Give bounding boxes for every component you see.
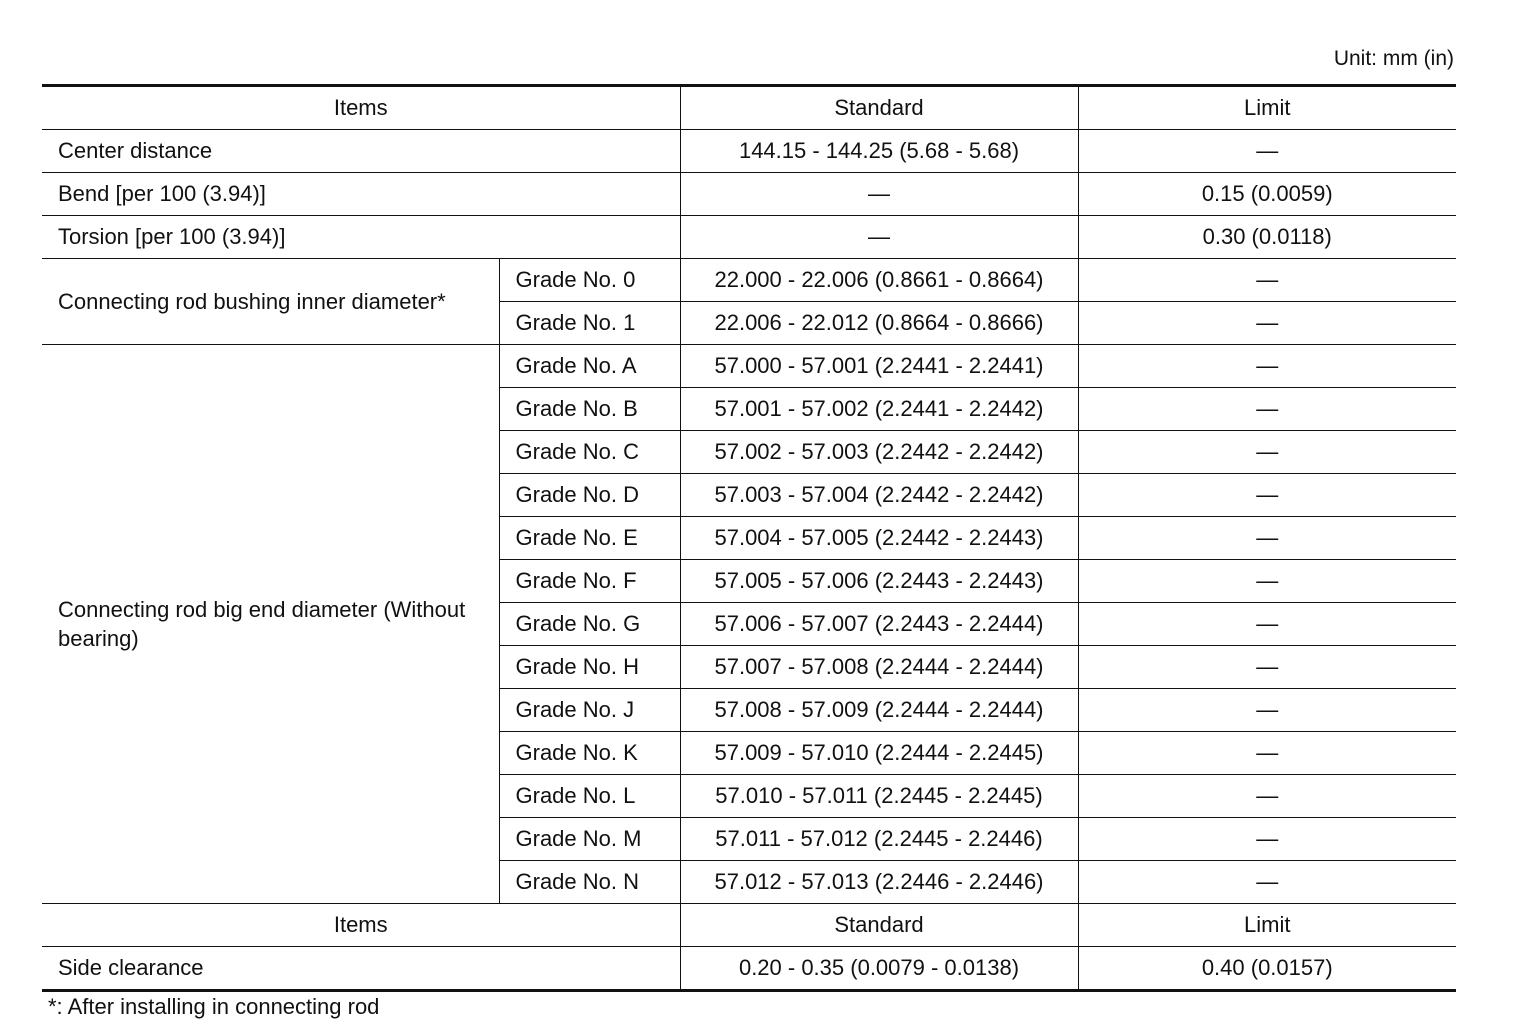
table-row xyxy=(42,345,1456,388)
limit-value: — xyxy=(1078,259,1456,302)
limit-value: — xyxy=(1078,732,1456,775)
standard-value: 57.001 - 57.002 (2.2441 - 2.2442) xyxy=(680,388,1078,431)
limit-value: 0.40 (0.0157) xyxy=(1078,947,1456,991)
header-items: Items xyxy=(42,904,680,947)
limit-value: — xyxy=(1078,603,1456,646)
standard-value: 57.003 - 57.004 (2.2442 - 2.2442) xyxy=(680,474,1078,517)
table-row xyxy=(42,947,1456,991)
standard-value: 57.005 - 57.006 (2.2443 - 2.2443) xyxy=(680,560,1078,603)
grade-label: Grade No. E xyxy=(499,517,680,560)
grade-label: Grade No. H xyxy=(499,646,680,689)
limit-value: — xyxy=(1078,775,1456,818)
header-standard: Standard xyxy=(680,904,1078,947)
row-label: Center distance xyxy=(42,130,680,173)
standard-value: 57.006 - 57.007 (2.2443 - 2.2444) xyxy=(680,603,1078,646)
grade-label: Grade No. L xyxy=(499,775,680,818)
table-subheader-row xyxy=(42,904,1456,947)
row-label: Bend [per 100 (3.94)] xyxy=(42,173,680,216)
limit-value: 0.30 (0.0118) xyxy=(1078,216,1456,259)
standard-value: 57.000 - 57.001 (2.2441 - 2.2441) xyxy=(680,345,1078,388)
row-label: Connecting rod bushing inner diameter* xyxy=(42,259,499,345)
header-limit: Limit xyxy=(1078,86,1456,130)
standard-value: 0.20 - 0.35 (0.0079 - 0.0138) xyxy=(680,947,1078,991)
row-label: Connecting rod big end diameter (Without bearing) xyxy=(42,345,499,904)
footnote: *: After installing in connecting rod xyxy=(48,994,380,1019)
grade-label: Grade No. A xyxy=(499,345,680,388)
limit-value: — xyxy=(1078,818,1456,861)
standard-value: — xyxy=(680,216,1078,259)
grade-label: Grade No. M xyxy=(499,818,680,861)
limit-value: 0.15 (0.0059) xyxy=(1078,173,1456,216)
grade-label: Grade No. 0 xyxy=(499,259,680,302)
header-limit: Limit xyxy=(1078,904,1456,947)
standard-value: 57.010 - 57.011 (2.2445 - 2.2445) xyxy=(680,775,1078,818)
table-header-row xyxy=(42,86,1456,130)
grade-label: Grade No. K xyxy=(499,732,680,775)
table-row xyxy=(42,173,1456,216)
limit-value: — xyxy=(1078,646,1456,689)
header-items: Items xyxy=(42,86,680,130)
table-row xyxy=(42,130,1456,173)
limit-value: — xyxy=(1078,560,1456,603)
row-label: Side clearance xyxy=(42,947,680,991)
standard-value: 57.002 - 57.003 (2.2442 - 2.2442) xyxy=(680,431,1078,474)
standard-value: 22.006 - 22.012 (0.8664 - 0.8666) xyxy=(680,302,1078,345)
grade-label: Grade No. F xyxy=(499,560,680,603)
grade-label: Grade No. N xyxy=(499,861,680,904)
standard-value: 57.004 - 57.005 (2.2442 - 2.2443) xyxy=(680,517,1078,560)
limit-value: — xyxy=(1078,345,1456,388)
limit-value: — xyxy=(1078,388,1456,431)
grade-label: Grade No. 1 xyxy=(499,302,680,345)
grade-label: Grade No. B xyxy=(499,388,680,431)
limit-value: — xyxy=(1078,689,1456,732)
row-label: Torsion [per 100 (3.94)] xyxy=(42,216,680,259)
table-row xyxy=(42,259,1456,302)
standard-value: — xyxy=(680,173,1078,216)
limit-value: — xyxy=(1078,474,1456,517)
standard-value: 57.012 - 57.013 (2.2446 - 2.2446) xyxy=(680,861,1078,904)
grade-label: Grade No. D xyxy=(499,474,680,517)
unit-label: Unit: mm (in) xyxy=(1333,47,1454,70)
table-row xyxy=(42,216,1456,259)
standard-value: 22.000 - 22.006 (0.8661 - 0.8664) xyxy=(680,259,1078,302)
grade-label: Grade No. J xyxy=(499,689,680,732)
grade-label: Grade No. C xyxy=(499,431,680,474)
standard-value: 57.009 - 57.010 (2.2444 - 2.2445) xyxy=(680,732,1078,775)
limit-value: — xyxy=(1078,130,1456,173)
grade-label: Grade No. G xyxy=(499,603,680,646)
limit-value: — xyxy=(1078,517,1456,560)
limit-value: — xyxy=(1078,302,1456,345)
header-standard: Standard xyxy=(680,86,1078,130)
standard-value: 144.15 - 144.25 (5.68 - 5.68) xyxy=(680,130,1078,173)
limit-value: — xyxy=(1078,431,1456,474)
spec-table xyxy=(42,84,1456,992)
limit-value: — xyxy=(1078,861,1456,904)
standard-value: 57.011 - 57.012 (2.2445 - 2.2446) xyxy=(680,818,1078,861)
standard-value: 57.007 - 57.008 (2.2444 - 2.2444) xyxy=(680,646,1078,689)
standard-value: 57.008 - 57.009 (2.2444 - 2.2444) xyxy=(680,689,1078,732)
